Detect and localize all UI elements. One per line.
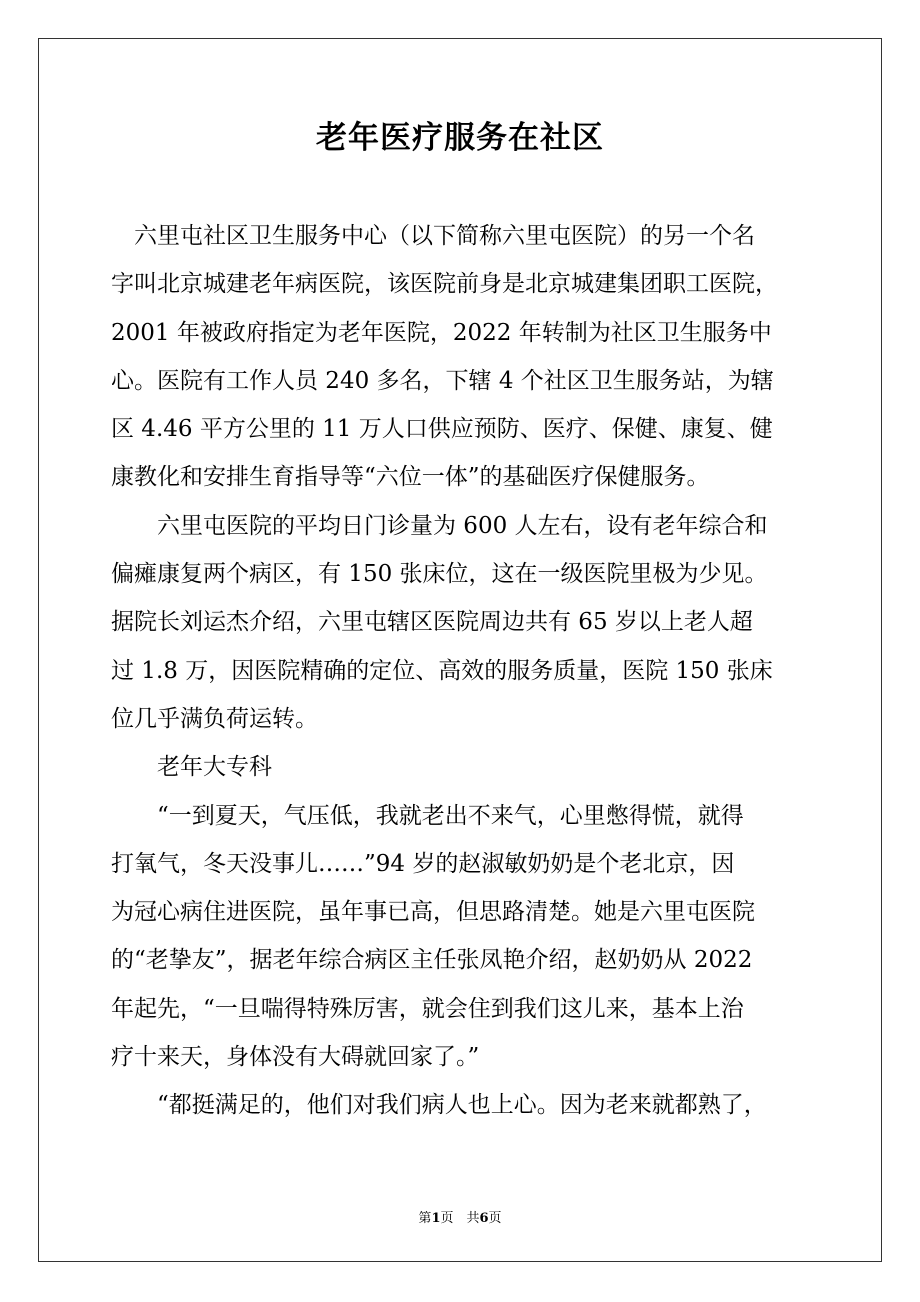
page-footer xyxy=(0,1207,920,1226)
text-line: 过 1.8 万，因医院精确的定位、高效的服务质量，医院 150 张床 xyxy=(111,657,773,684)
document-title: 老年医疗服务在社区 xyxy=(316,120,604,156)
total-pages-number: 6 xyxy=(479,1211,489,1226)
text-line: 打氧气，冬天没事儿……”94 岁的赵淑敏奶奶是个老北京，因 xyxy=(111,850,735,877)
text-line: 区 4.46 平方公里的 11 万人口供应预防、医疗、保健、康复、健 xyxy=(111,416,773,443)
text-line: 心。医院有工作人员 240 多名，下辖 4 个社区卫生服务站，为辖 xyxy=(111,367,774,394)
text-line: 据院长刘运杰介绍，六里屯辖区医院周边共有 65 岁以上老人超 xyxy=(111,609,753,636)
document-body xyxy=(111,212,809,1130)
text-line: 位几乎满负荷运转。 xyxy=(111,705,318,732)
text-line: 字叫北京城建老年病医院，该医院前身是北京城建集团职工医院， xyxy=(111,271,778,298)
text-line: 的“老挚友”，据老年综合病区主任张凤艳介绍，赵奶奶从 2022 xyxy=(111,947,753,974)
page-label-suffix: 页 xyxy=(488,1211,502,1226)
text-line: 康教化和安排生育指导等“六位一体”的基础医疗保健服务。 xyxy=(111,464,710,491)
text-line: 2001 年被政府指定为老年医院，2022 年转制为社区卫生服务中 xyxy=(111,319,772,346)
text-line: 偏瘫康复两个病区，有 150 张床位，这在一级医院里极为少见。 xyxy=(111,561,768,588)
page-label-mid: 页 共 xyxy=(440,1211,480,1226)
text-line: 为冠心病住进医院，虽年事已高，但思路清楚。她是六里屯医院 xyxy=(111,899,755,926)
text-line: “一到夏天，气压低，我就老出不来气，心里憋得慌，就得 xyxy=(111,802,744,829)
current-page-number: 1 xyxy=(431,1211,441,1226)
text-line: 疗十来天，身体没有大碍就回家了。” xyxy=(111,1044,480,1071)
text-line: “都挺满足的，他们对我们病人也上心。因为老来就都熟了， xyxy=(111,1092,767,1119)
text-line: 六里屯社区卫生服务中心（以下简称六里屯医院）的另一个名 xyxy=(111,223,755,249)
section-heading: 老年大专科 xyxy=(111,754,272,781)
text-line: 年起先，“一旦喘得特殊厉害，就会住到我们这儿来，基本上治 xyxy=(111,995,744,1022)
text-line: 六里屯医院的平均日门诊量为 600 人左右，设有老年综合和 xyxy=(111,512,768,539)
page-label-prefix: 第 xyxy=(418,1211,432,1226)
